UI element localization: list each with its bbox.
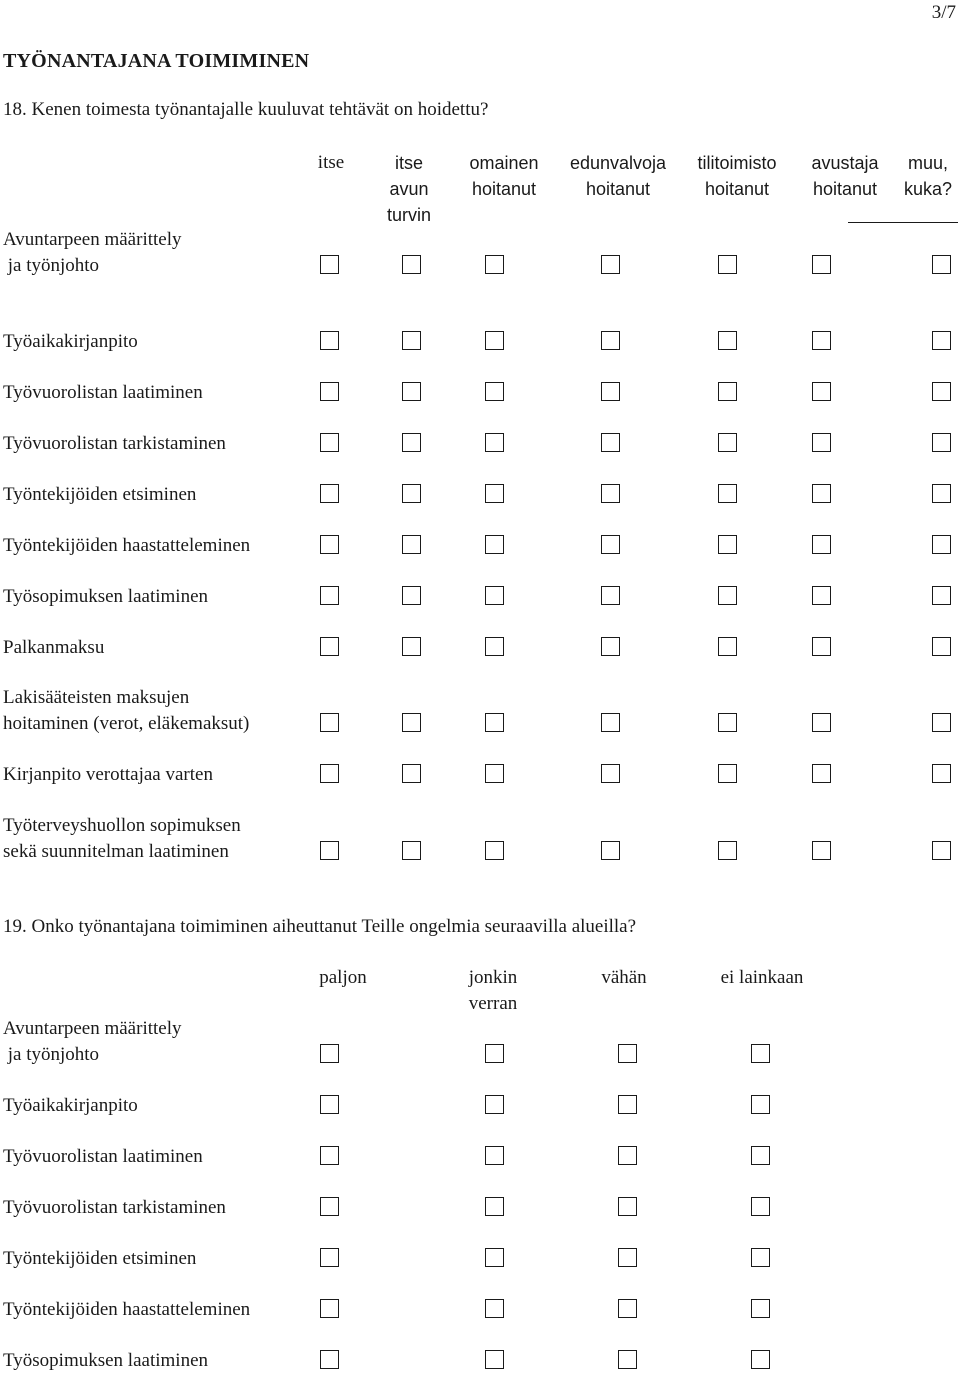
q18-checkbox[interactable] bbox=[812, 764, 831, 783]
q19-checkbox[interactable] bbox=[320, 1299, 339, 1318]
q18-checkbox[interactable] bbox=[932, 841, 951, 860]
column-header-line: turvin bbox=[386, 205, 431, 225]
q18-checkbox[interactable] bbox=[402, 331, 421, 350]
q18-checkbox[interactable] bbox=[932, 382, 951, 401]
q18-checkbox[interactable] bbox=[320, 841, 339, 860]
q18-checkbox[interactable] bbox=[402, 382, 421, 401]
other-who-blank-line bbox=[848, 222, 958, 223]
q18-checkbox[interactable] bbox=[718, 382, 737, 401]
q18-checkbox[interactable] bbox=[718, 484, 737, 503]
row-label-line: Työaikakirjanpito bbox=[3, 330, 138, 352]
row-label-line: ja työnjohto bbox=[3, 254, 100, 276]
q18-checkbox[interactable] bbox=[601, 586, 620, 605]
column-header-line: avustaja bbox=[811, 153, 879, 173]
q18-checkbox[interactable] bbox=[601, 713, 620, 732]
q18-checkbox[interactable] bbox=[402, 586, 421, 605]
q18-checkbox[interactable] bbox=[812, 586, 831, 605]
q18-checkbox[interactable] bbox=[601, 382, 620, 401]
q19-checkbox[interactable] bbox=[485, 1197, 504, 1216]
row-label-line: Työvuorolistan tarkistaminen bbox=[3, 1196, 226, 1218]
q18-checkbox[interactable] bbox=[718, 535, 737, 554]
row-label-line: sekä suunnitelman laatiminen bbox=[3, 840, 229, 862]
q19-row-label bbox=[3, 1016, 182, 1068]
q18-checkbox[interactable] bbox=[320, 586, 339, 605]
row-label-line: Kirjanpito verottajaa varten bbox=[3, 763, 213, 785]
q18-checkbox[interactable] bbox=[485, 331, 504, 350]
q18-checkbox[interactable] bbox=[812, 637, 831, 656]
q19-column-header bbox=[273, 965, 413, 991]
q18-checkbox[interactable] bbox=[718, 841, 737, 860]
page-number: 3/7 bbox=[931, 2, 956, 23]
q18-checkbox[interactable] bbox=[601, 535, 620, 554]
q19-checkbox[interactable] bbox=[751, 1350, 770, 1369]
q19-row-label bbox=[3, 1348, 208, 1374]
q18-row-label bbox=[3, 482, 196, 508]
row-label-line: Työvuorolistan tarkistaminen bbox=[3, 432, 226, 454]
q19-row-label bbox=[3, 1195, 226, 1221]
question-18: 18. Kenen toimesta työnantajalle kuuluvat tehtävät on hoidettu? bbox=[3, 99, 489, 120]
column-header-line: hoitanut bbox=[704, 179, 770, 199]
q18-checkbox[interactable] bbox=[485, 484, 504, 503]
q18-checkbox[interactable] bbox=[932, 484, 951, 503]
q18-checkbox[interactable] bbox=[812, 713, 831, 732]
q18-checkbox[interactable] bbox=[601, 764, 620, 783]
q19-checkbox[interactable] bbox=[320, 1350, 339, 1369]
q18-checkbox[interactable] bbox=[402, 713, 421, 732]
q18-row-label bbox=[3, 813, 241, 865]
row-label-line: Avuntarpeen määrittely bbox=[3, 228, 182, 250]
column-header-line: paljon bbox=[319, 967, 367, 988]
q18-checkbox[interactable] bbox=[402, 841, 421, 860]
column-header-line: ei lainkaan bbox=[720, 967, 804, 988]
question-19: 19. Onko työnantajana toimiminen aiheuttanut Teille ongelmia seuraavilla alueilla? bbox=[3, 916, 637, 937]
q18-checkbox[interactable] bbox=[320, 382, 339, 401]
row-label-line: Avuntarpeen määrittely bbox=[3, 1017, 182, 1039]
q18-checkbox[interactable] bbox=[718, 764, 737, 783]
q18-row-label bbox=[3, 635, 104, 661]
q18-checkbox[interactable] bbox=[932, 586, 951, 605]
q18-checkbox[interactable] bbox=[812, 841, 831, 860]
q18-checkbox[interactable] bbox=[601, 331, 620, 350]
column-header-line: hoitanut bbox=[585, 179, 651, 199]
column-header-line: edunvalvoja bbox=[569, 153, 667, 173]
q18-checkbox[interactable] bbox=[812, 382, 831, 401]
q18-checkbox[interactable] bbox=[485, 535, 504, 554]
row-label-line: Työsopimuksen laatiminen bbox=[3, 585, 209, 607]
q19-checkbox[interactable] bbox=[485, 1095, 504, 1114]
q18-checkbox[interactable] bbox=[718, 713, 737, 732]
column-header-line: omainen bbox=[469, 153, 539, 173]
q19-checkbox[interactable] bbox=[320, 1095, 339, 1114]
q18-checkbox[interactable] bbox=[718, 433, 737, 452]
q18-checkbox[interactable] bbox=[320, 637, 339, 656]
q18-checkbox[interactable] bbox=[485, 433, 504, 452]
q18-checkbox[interactable] bbox=[320, 255, 339, 274]
q18-checkbox[interactable] bbox=[932, 255, 951, 274]
q18-row-label bbox=[3, 762, 213, 788]
q18-checkbox[interactable] bbox=[402, 484, 421, 503]
row-label-line: hoitaminen (verot, eläkemaksut) bbox=[3, 712, 250, 734]
q18-checkbox[interactable] bbox=[320, 484, 339, 503]
q19-column-header bbox=[692, 965, 832, 991]
q18-checkbox[interactable] bbox=[812, 484, 831, 503]
q18-checkbox[interactable] bbox=[932, 764, 951, 783]
q19-checkbox[interactable] bbox=[751, 1044, 770, 1063]
q19-checkbox[interactable] bbox=[618, 1044, 637, 1063]
q18-checkbox[interactable] bbox=[932, 535, 951, 554]
q18-row-label bbox=[3, 227, 182, 279]
column-header-line: hoitanut bbox=[471, 179, 537, 199]
row-label-line: Palkanmaksu bbox=[3, 636, 105, 658]
q19-checkbox[interactable] bbox=[751, 1197, 770, 1216]
column-header-line: jonkin bbox=[468, 967, 518, 988]
row-label-line: Työsopimuksen laatiminen bbox=[3, 1349, 209, 1371]
q18-checkbox[interactable] bbox=[932, 331, 951, 350]
column-header-line: avun bbox=[389, 179, 429, 199]
q18-checkbox[interactable] bbox=[932, 433, 951, 452]
q19-checkbox[interactable] bbox=[751, 1248, 770, 1267]
q19-checkbox[interactable] bbox=[618, 1350, 637, 1369]
q19-row-label bbox=[3, 1093, 138, 1119]
column-header-line: itse bbox=[394, 153, 423, 173]
q18-checkbox[interactable] bbox=[718, 586, 737, 605]
column-header-line: hoitanut bbox=[812, 179, 878, 199]
row-label-line: ja työnjohto bbox=[3, 1043, 100, 1065]
row-label-line: Työvuorolistan laatiminen bbox=[3, 381, 203, 403]
q19-checkbox[interactable] bbox=[320, 1146, 339, 1165]
q18-checkbox[interactable] bbox=[601, 637, 620, 656]
q18-checkbox[interactable] bbox=[402, 764, 421, 783]
q18-column-header bbox=[858, 150, 960, 202]
q18-checkbox[interactable] bbox=[485, 841, 504, 860]
section-title: TYÖNANTAJANA TOIMIMINEN bbox=[3, 50, 310, 72]
q18-checkbox[interactable] bbox=[485, 713, 504, 732]
q19-checkbox[interactable] bbox=[485, 1146, 504, 1165]
q19-row-label bbox=[3, 1144, 203, 1170]
q18-checkbox[interactable] bbox=[320, 433, 339, 452]
q18-checkbox[interactable] bbox=[320, 713, 339, 732]
q19-checkbox[interactable] bbox=[485, 1248, 504, 1267]
q18-checkbox[interactable] bbox=[932, 637, 951, 656]
q19-checkbox[interactable] bbox=[485, 1299, 504, 1318]
q18-row-label bbox=[3, 431, 226, 457]
q19-column-header bbox=[423, 965, 563, 1017]
q18-checkbox[interactable] bbox=[812, 331, 831, 350]
q19-checkbox[interactable] bbox=[320, 1197, 339, 1216]
q18-checkbox[interactable] bbox=[402, 535, 421, 554]
q18-checkbox[interactable] bbox=[932, 713, 951, 732]
q18-row-label bbox=[3, 584, 208, 610]
column-header-line: verran bbox=[468, 993, 518, 1014]
q18-checkbox[interactable] bbox=[812, 535, 831, 554]
q18-checkbox[interactable] bbox=[812, 255, 831, 274]
q18-checkbox[interactable] bbox=[601, 255, 620, 274]
row-label-line: Työvuorolistan laatiminen bbox=[3, 1145, 203, 1167]
q19-checkbox[interactable] bbox=[320, 1044, 339, 1063]
row-label-line: Työterveyshuollon sopimuksen bbox=[3, 814, 241, 836]
q19-checkbox[interactable] bbox=[618, 1299, 637, 1318]
q19-row-label bbox=[3, 1297, 250, 1323]
column-header-line: itse bbox=[317, 152, 345, 173]
q18-checkbox[interactable] bbox=[718, 637, 737, 656]
row-label-line: Lakisääteisten maksujen bbox=[3, 686, 190, 708]
q18-checkbox[interactable] bbox=[320, 535, 339, 554]
column-header-line: muu, bbox=[907, 153, 949, 173]
q18-checkbox[interactable] bbox=[485, 764, 504, 783]
q18-row-label bbox=[3, 533, 250, 559]
q18-checkbox[interactable] bbox=[320, 764, 339, 783]
row-label-line: Työntekijöiden haastatteleminen bbox=[3, 534, 251, 556]
q18-row-label bbox=[3, 329, 138, 355]
q18-checkbox[interactable] bbox=[320, 331, 339, 350]
q18-row-label bbox=[3, 380, 203, 406]
q18-checkbox[interactable] bbox=[601, 484, 620, 503]
column-header-line: tilitoimisto bbox=[697, 153, 777, 173]
q19-checkbox[interactable] bbox=[751, 1299, 770, 1318]
q18-checkbox[interactable] bbox=[402, 637, 421, 656]
q19-checkbox[interactable] bbox=[485, 1044, 504, 1063]
q19-row-label bbox=[3, 1246, 196, 1272]
row-label-line: Työntekijöiden etsiminen bbox=[3, 483, 197, 505]
q19-checkbox[interactable] bbox=[320, 1248, 339, 1267]
q19-checkbox[interactable] bbox=[485, 1350, 504, 1369]
row-label-line: Työntekijöiden etsiminen bbox=[3, 1247, 197, 1269]
column-header-line: vähän bbox=[601, 967, 647, 988]
q18-checkbox[interactable] bbox=[718, 255, 737, 274]
q19-checkbox[interactable] bbox=[618, 1146, 637, 1165]
row-label-line: Työaikakirjanpito bbox=[3, 1094, 138, 1116]
q18-checkbox[interactable] bbox=[812, 433, 831, 452]
q18-checkbox[interactable] bbox=[402, 433, 421, 452]
q18-checkbox[interactable] bbox=[601, 433, 620, 452]
q19-column-header bbox=[554, 965, 694, 991]
column-header-line: kuka? bbox=[903, 179, 953, 199]
q19-checkbox[interactable] bbox=[751, 1095, 770, 1114]
q18-row-label bbox=[3, 685, 249, 737]
q19-checkbox[interactable] bbox=[618, 1197, 637, 1216]
q18-checkbox[interactable] bbox=[485, 382, 504, 401]
q19-checkbox[interactable] bbox=[618, 1095, 637, 1114]
row-label-line: Työntekijöiden haastatteleminen bbox=[3, 1298, 251, 1320]
q19-checkbox[interactable] bbox=[618, 1248, 637, 1267]
q18-checkbox[interactable] bbox=[485, 255, 504, 274]
q18-checkbox[interactable] bbox=[718, 331, 737, 350]
q18-checkbox[interactable] bbox=[601, 841, 620, 860]
q19-checkbox[interactable] bbox=[751, 1146, 770, 1165]
q18-checkbox[interactable] bbox=[402, 255, 421, 274]
q18-checkbox[interactable] bbox=[485, 586, 504, 605]
q18-checkbox[interactable] bbox=[485, 637, 504, 656]
